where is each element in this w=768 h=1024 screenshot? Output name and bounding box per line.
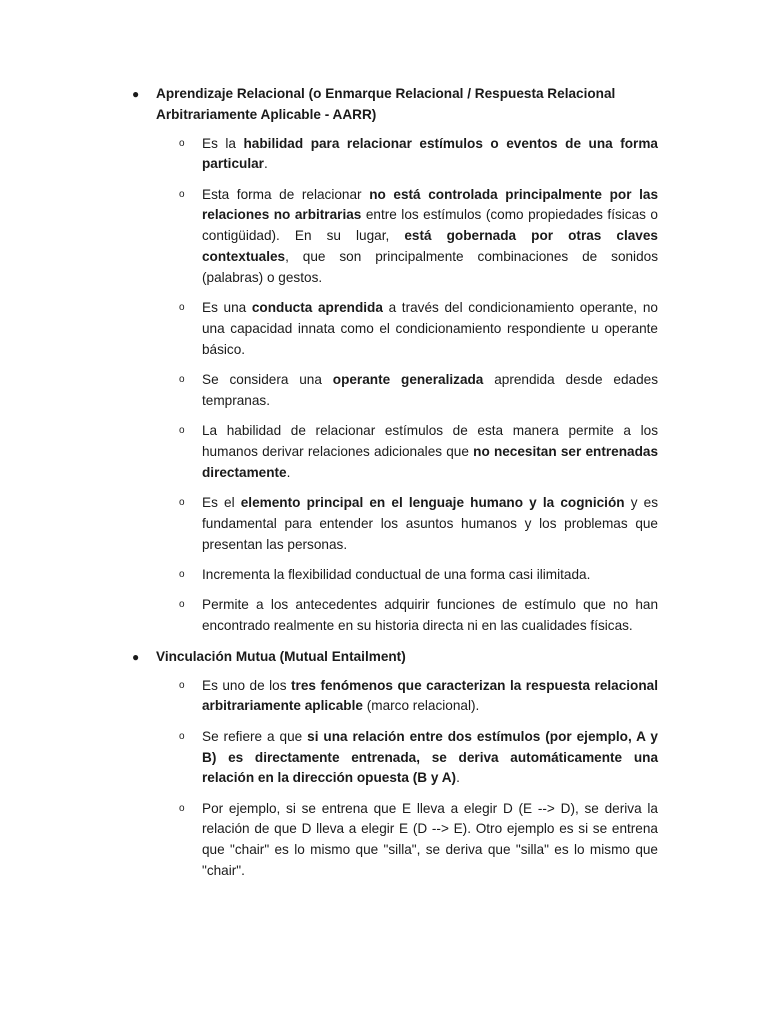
text-run: Por ejemplo, si se entrena que E lleva a elegir D (E --> D), se deriva la relación de que D lleva a elegir E (D --> E). Otro ejemplo es si se entrena que "chair" es lo mismo que "silla", se deriva que "silla" es lo mismo que "chair". [202,800,658,878]
text-run: Es el [202,495,241,511]
bullet-circle-icon: o [179,137,185,149]
section [0,647,658,882]
text-run: Es la [202,135,244,151]
list-item [179,799,658,882]
bullet-circle-icon: o [179,599,185,611]
text-run: Se refiere a que [202,728,308,744]
bold-text-run: habilidad para relacionar estímulos o eventos de una forma particular [202,135,658,172]
text-run: (marco relacional). [362,698,480,714]
text-run: . [456,770,460,786]
list-item [179,134,658,176]
text-run: La habilidad de relacionar estímulos de esta manera permite a los humanos derivar relaciones adicionales que [202,423,658,459]
list-item [179,185,658,289]
list-item [179,676,658,718]
text-run: Es una [202,300,252,316]
bullet-circle-icon: o [179,302,185,314]
bold-text-run: elemento principal en el lenguaje humano y la cognición [240,495,625,511]
section-heading: Aprendizaje Relacional (o Enmarque Relacional / Respuesta Relacional Arbitrariamente Aplicable - AARR) [156,86,616,122]
bold-text-run: tres fenómenos que caracterizan la respuesta relacional arbitrariamente aplicable [202,677,658,714]
list-item [179,493,659,555]
text-run: , que son principalmente combinaciones de sonidos (palabras) o gestos. [202,249,658,285]
bold-text-run: está gobernada por otras claves contextuales [202,228,658,265]
bullet-circle-icon: o [179,679,185,691]
bold-text-run: no necesitan ser entrenadas directamente [202,443,659,480]
bullet-circle-icon: o [179,497,185,509]
text-run: Incrementa la flexibilidad conductual de una forma casi ilimitada. [202,566,591,582]
section-heading-item [132,84,658,126]
list-item [179,370,658,412]
text-run: y es fundamental para entender los asuntos humanos y los problemas que presentan las personas. [202,495,659,552]
bullet-circle-icon: o [179,568,185,580]
text-run: a través del condicionamiento operante, no una capacidad innata como el condicionamiento respondiente u operante básico. [202,300,658,357]
text-run: Es uno de los [202,677,292,693]
bullet-circle-icon: o [179,802,185,814]
section-heading-item [132,647,658,668]
bold-text-run: operante generalizada [332,372,484,388]
text-run: Permite a los antecedentes adquirir funciones de estímulo que no han encontrado realmente en su historia directa ni en las cualidades físicas. [202,597,658,634]
text-run: Esta forma de relacionar [202,186,370,202]
bold-text-run: si una relación entre dos estímulos (por ejemplo, A y B) es directamente entrenada, se deriva automáticamente una relación en la dirección opuesta (B y A) [202,728,658,786]
bullet-disc-icon: ● [132,649,140,664]
text-run: . [286,464,291,480]
bullet-circle-icon: o [179,188,185,200]
bullet-circle-icon: o [179,730,185,742]
list-item [179,727,658,789]
text-run: . [263,156,268,172]
list-item [179,595,658,637]
sub-list [179,134,659,637]
bullet-circle-icon: o [179,374,185,386]
sub-list [179,676,658,882]
bullet-circle-icon: o [179,425,185,437]
bold-text-run: conducta aprendida [251,300,383,316]
text-run: entre los estímulos (como propiedades físicas o contigüidad). En su lugar, [202,207,658,244]
list-item [179,565,658,586]
section [0,84,658,637]
bold-text-run: no está controlada principalmente por las relaciones no arbitrarias [202,186,658,223]
list-item [179,298,658,360]
bullet-disc-icon: ● [132,87,140,101]
list-item [179,421,659,483]
text-run: Se considera una [202,372,333,388]
section-heading: Vinculación Mutua (Mutual Entailment) [156,648,406,664]
text-run: aprendida desde edades tempranas. [202,372,658,408]
